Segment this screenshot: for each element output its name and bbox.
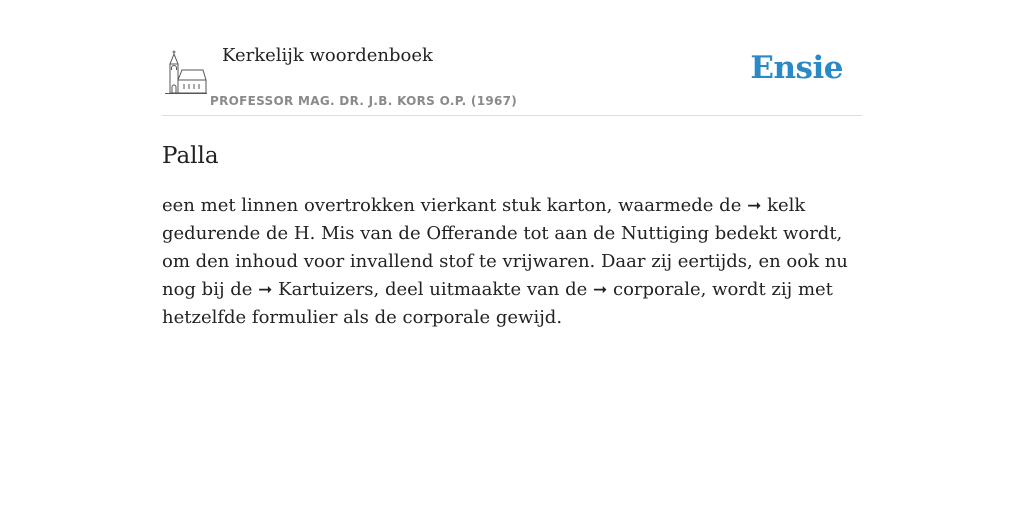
xref-label: corporale xyxy=(613,279,701,300)
entry-title: Palla xyxy=(162,143,219,169)
xref-link-kartuizers[interactable] xyxy=(258,279,373,300)
xref-label: Kartuizers xyxy=(278,279,374,300)
xref-link-kelk[interactable] xyxy=(747,195,805,216)
body-text: , wordt zij met hetzelfde formulier als de corporale gewijd. xyxy=(162,279,833,328)
book-author: PROFESSOR MAG. DR. J.B. KORS O.P. (1967) xyxy=(210,94,518,108)
body-text: gedurende de H. Mis van de Offerande tot aan de Nuttiging bedekt wordt, om den inhoud voor invallend stof te vrijwaren. Daar zij eertijds, en ook nu nog bij de xyxy=(162,223,848,300)
book-title[interactable]: Kerkelijk woordenboek xyxy=(222,45,433,66)
xref-link-corporale[interactable] xyxy=(593,279,701,300)
body-text: een met linnen overtrokken vierkant stuk karton, waarmede de xyxy=(162,195,742,216)
xref-label: kelk xyxy=(767,195,806,216)
brand-logo[interactable]: Ensie xyxy=(750,50,843,86)
header xyxy=(162,0,862,116)
arrow-icon: ➞ xyxy=(258,280,273,300)
page xyxy=(162,0,862,332)
church-icon xyxy=(165,50,207,94)
entry-body xyxy=(162,192,862,332)
arrow-icon: ➞ xyxy=(747,196,762,216)
arrow-icon: ➞ xyxy=(593,280,608,300)
body-text: , deel uitmaakte van de xyxy=(373,279,588,300)
